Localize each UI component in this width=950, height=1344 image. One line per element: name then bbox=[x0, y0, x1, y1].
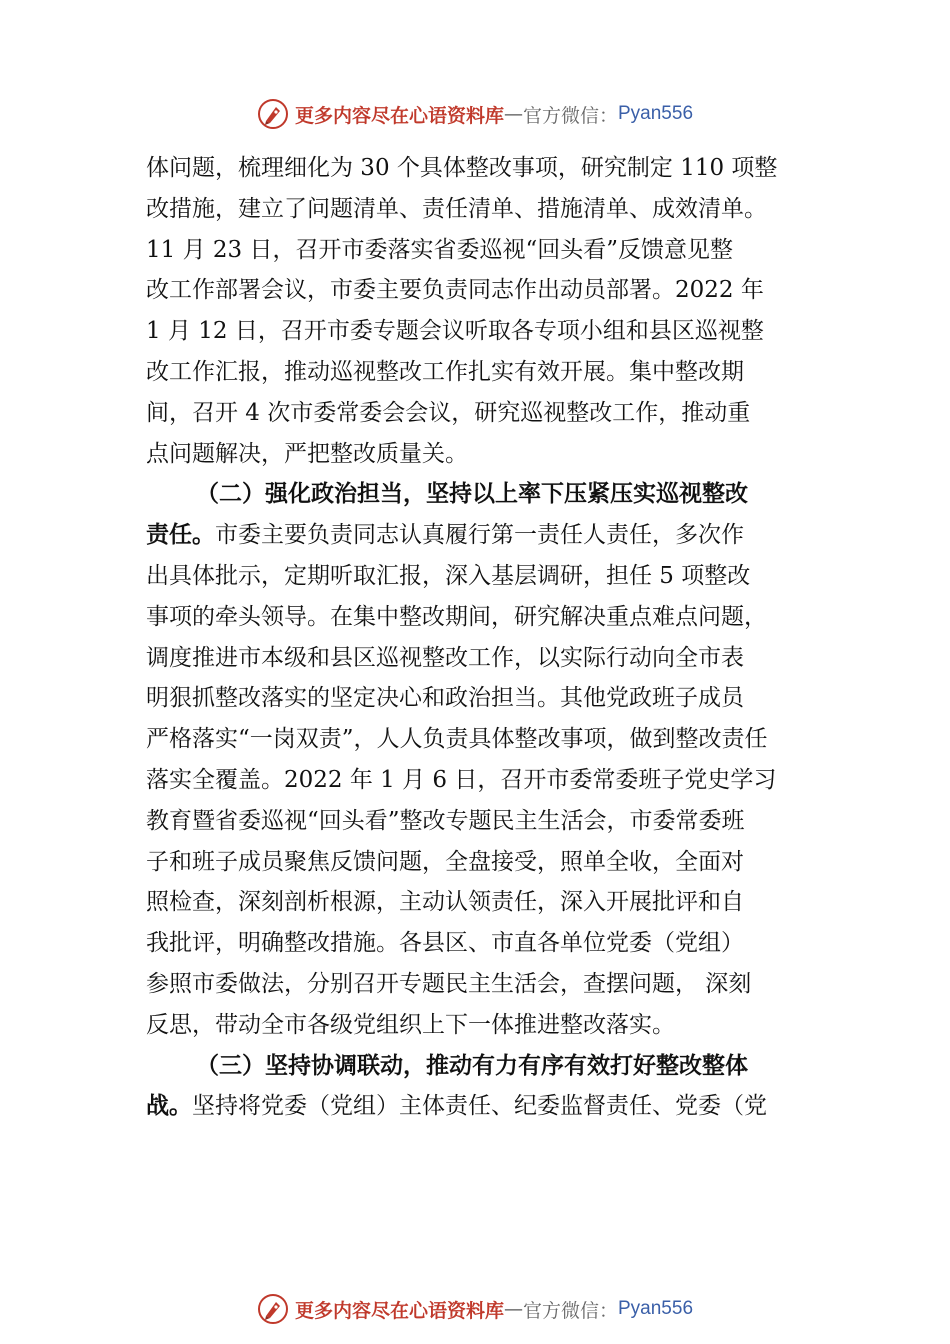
pen-nib-logo-icon bbox=[257, 98, 289, 130]
text-line: 明狠抓整改落实的坚定决心和政治担当。其他党政班子成员 bbox=[146, 685, 744, 712]
pen-nib-logo-icon bbox=[257, 1293, 289, 1325]
text-line: 我批评，明确整改措施。各县区、市直各单位党委（党组） bbox=[146, 930, 744, 957]
text-line: 子和班子成员聚焦反馈问题，全盘接受，照单全收，全面对 bbox=[146, 848, 744, 875]
text-line: 间，召开 4 次市委常委会会议，研究巡视整改工作，推动重 bbox=[146, 399, 751, 426]
section-heading-2-end: 责任。 bbox=[146, 521, 215, 549]
text-line: 1 月 12 日，召开市委专题会议听取各专项小组和县区巡视整 bbox=[146, 318, 764, 345]
text-line: 照检查，深刻剖析根源，主动认领责任，深入开展批评和自 bbox=[146, 889, 744, 916]
text-line: 改措施，建立了问题清单、责任清单、措施清单、成效清单。 bbox=[146, 195, 767, 222]
text-line: 改工作部署会议，市委主要负责同志作出动员部署。2022 年 bbox=[146, 277, 764, 304]
document-body bbox=[146, 148, 826, 1127]
text-line: 责任。市委主要负责同志认真履行第一责任人责任，多次作 bbox=[146, 521, 744, 549]
watermark-official-label: 官方微信： bbox=[522, 104, 618, 127]
text-line: 体问题，梳理细化为 30 个具体整改事项，研究制定 110 项整 bbox=[146, 155, 778, 181]
watermark-brand-text: 更多内容尽在心语资料库 bbox=[294, 104, 504, 127]
text-line: 严格落实“一岗双责”，人人负责具体整改事项，做到整改责任 bbox=[146, 726, 768, 753]
watermark-banner-top bbox=[0, 94, 950, 134]
text-line: 落实全覆盖。2022 年 1 月 6 日，召开市委常委班子党史学习 bbox=[146, 766, 777, 793]
watermark-banner-bottom bbox=[0, 1289, 950, 1329]
text-line: 战。坚持将党委（党组）主体责任、纪委监督责任、党委（党 bbox=[146, 1092, 767, 1120]
text-line: 点问题解决，严把整改质量关。 bbox=[146, 440, 468, 467]
text-line: 改工作汇报，推动巡视整改工作扎实有效开展。集中整改期 bbox=[146, 358, 744, 385]
section-heading-3: （三）坚持协调联动，推动有力有序有效打好整改整体 bbox=[196, 1051, 748, 1079]
watermark-official-label: 官方微信： bbox=[522, 1299, 618, 1322]
watermark-separator: — bbox=[503, 103, 523, 125]
text-line: 参照市委做法，分别召开专题民主生活会，查摆问题， 深刻 bbox=[146, 970, 752, 997]
text-line: 教育暨省委巡视“回头看”整改专题民主生活会，市委常委班 bbox=[146, 807, 745, 834]
watermark-account-id: Pyan556 bbox=[618, 103, 694, 124]
watermark-brand-text: 更多内容尽在心语资料库 bbox=[294, 1299, 504, 1322]
watermark-account-id: Pyan556 bbox=[618, 1298, 694, 1319]
text-line: 事项的牵头领导。在集中整改期间，研究解决重点难点问题， bbox=[146, 603, 767, 630]
text-line: 反思，带动全市各级党组织上下一体推进整改落实。 bbox=[146, 1011, 675, 1038]
section-heading-2: （二）强化政治担当，坚持以上率下压紧压实巡视整改 bbox=[196, 480, 748, 508]
text-line: 11 月 23 日，召开市委落实省委巡视“回头看”反馈意见整 bbox=[146, 236, 733, 263]
section-heading-3-end: 战。 bbox=[146, 1092, 192, 1120]
watermark-separator: — bbox=[503, 1298, 523, 1320]
text-line: 出具体批示，定期听取汇报，深入基层调研，担任 5 项整改 bbox=[146, 562, 751, 589]
text-line: 调度推进市本级和县区巡视整改工作，以实际行动向全市表 bbox=[146, 644, 744, 671]
